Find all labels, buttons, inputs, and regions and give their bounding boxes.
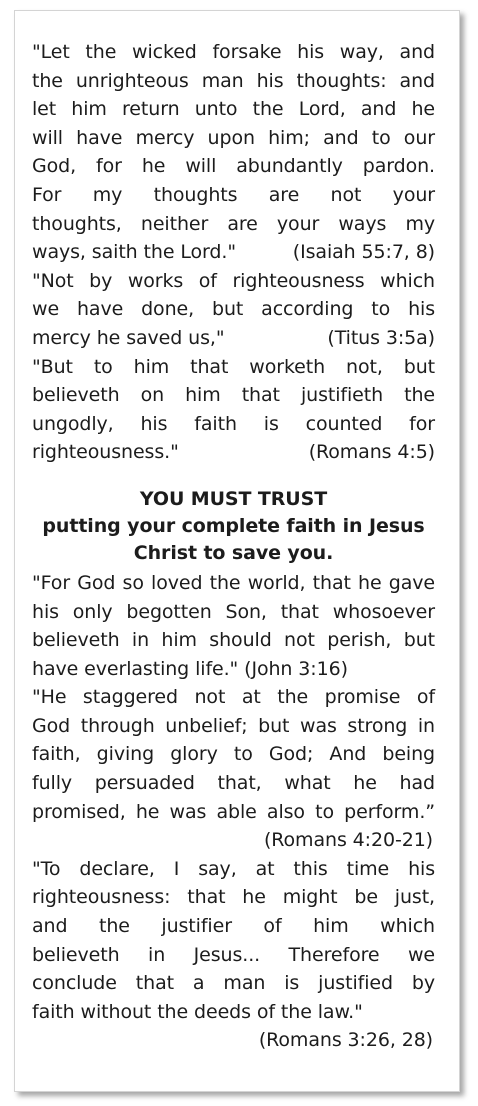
verse-line: ungodly, his faith is counted for [32, 412, 435, 435]
verse-line: faith, giving glory to God; And being [32, 743, 435, 766]
verse-line: we have done, but according to his [32, 298, 435, 321]
heading-title: YOU MUST TRUST [139, 487, 328, 510]
verse-line: "Not by works of righteousness which [32, 269, 435, 292]
verse-romans-3-26 [32, 855, 435, 1055]
verse-line: thoughts, neither are your ways my [32, 212, 435, 235]
verse-line: "For God so loved the world, that he gave [32, 571, 435, 594]
verse-line: let him return unto the Lord, and he [32, 98, 435, 121]
verse-line-with-reference [32, 238, 435, 267]
verse-line: faith without the deeds of the law." [32, 1000, 363, 1023]
scripture-reference: (Romans 3:26, 28) [258, 1029, 433, 1052]
verse-line: promised, he was able also to perform.” [32, 800, 435, 823]
verse-line: his only begotten Son, that whosoever [32, 600, 435, 623]
heading-subtitle-line: putting your complete faith in Jesus [42, 514, 425, 537]
verse-titus [32, 267, 435, 353]
verse-line: God, for he will abundantly pardon. [32, 155, 435, 178]
verse-line-with-reference [32, 438, 435, 467]
verse-line: believeth on him that justifieth the [32, 384, 435, 407]
verse-line: ways, saith the Lord." [32, 241, 236, 264]
verse-line: "Let the wicked forsake his way, and [32, 41, 435, 63]
verse-line-with-reference [32, 324, 435, 353]
verse-line: righteousness." [32, 441, 179, 464]
verse-line: mercy he saved us," [32, 326, 225, 349]
verse-line: righteousness: that he might be just, [32, 886, 435, 909]
scripture-reference: (Isaiah 55:7, 8) [292, 241, 435, 264]
verse-line-with-reference: have everlasting life." (John 3:16) [32, 657, 348, 680]
verse-line: the unrighteous man his thoughts: and [32, 69, 435, 92]
verse-line: For my thoughts are not your [32, 183, 435, 206]
tract-content [32, 38, 435, 1055]
scripture-reference: (Titus 3:5a) [327, 326, 435, 349]
verse-line: fully persuaded that, what he had [32, 772, 435, 795]
verse-romans-4-5 [32, 353, 435, 467]
verse-line: "He staggered not at the promise of [32, 686, 435, 709]
verse-line: conclude that a man is justified by [32, 972, 435, 995]
verse-line: "To declare, I say, at this time his [32, 857, 435, 880]
verse-romans-4-20 [32, 683, 435, 855]
scripture-reference: (Romans 4:20-21) [263, 829, 433, 852]
verse-isaiah [32, 38, 435, 267]
heading-subtitle-line: Christ to save you. [133, 541, 334, 564]
verse-john-3-16 [32, 569, 435, 683]
verse-line: "But to him that worketh not, but [32, 355, 435, 378]
section-heading [32, 486, 435, 567]
scripture-reference: (Romans 4:5) [308, 441, 435, 464]
verse-line: believeth in Jesus... Therefore we [32, 943, 435, 966]
verse-line: believeth in him should not perish, but [32, 629, 435, 652]
verse-line: God through unbelief; but was strong in [32, 714, 435, 737]
verse-line: and the justifier of him which [32, 915, 435, 938]
verse-line: will have mercy upon him; and to our [32, 126, 435, 149]
